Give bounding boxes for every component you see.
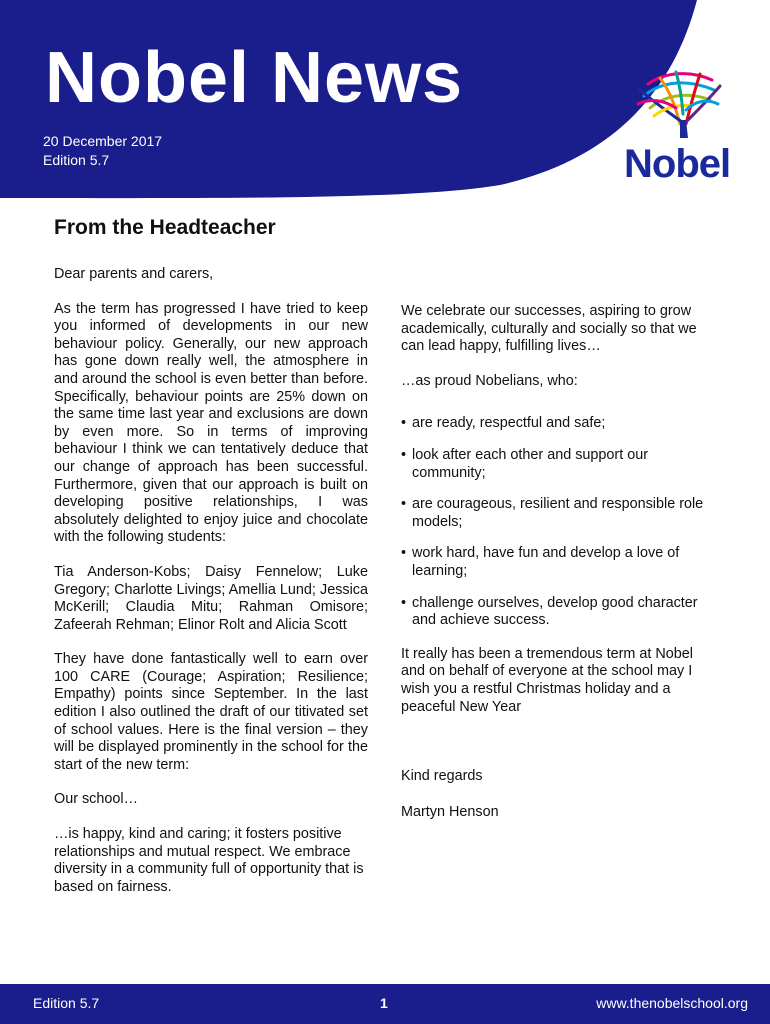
bullet-icon: • — [401, 415, 407, 432]
newsletter-title: Nobel News — [45, 38, 464, 118]
paragraph-behaviour: As the term has progressed I have tried to keep you informed of developments in our new behaviour policy. Generally, our new approach has gone down really well, the atmosphere in and around the school is even better than before. Specifically, behaviour points are 25% down on the same time last year and exclusions are down by even more. So in terms of improving behaviour I think we can tentatively deduce that our change of approach has been successful. Furthermore, given that our approach is built on developing positive relationships, I was absolutely delighted to enjoy juice and chocolate with the following students: — [54, 300, 368, 546]
page-number: 1 — [380, 995, 388, 1011]
bullet-icon: • — [401, 496, 407, 513]
kind-regards: Kind regards — [401, 768, 483, 785]
page-footer — [0, 984, 770, 1024]
paragraph-proud-nobelians: …as proud Nobelians, who: — [401, 372, 578, 389]
bullet-icon: • — [401, 594, 407, 611]
website-link[interactable]: www.thenobelschool.org — [596, 995, 748, 1011]
paragraph-values-intro: …is happy, kind and caring; it fosters positive relationships and mutual respect. We embrace diversity in a community full of opportunity that is based on fairness. — [54, 826, 364, 895]
list-item: • look after each other and support our community; — [401, 446, 648, 481]
newsletter-meta — [43, 132, 162, 170]
student-list: Tia Anderson-Kobs; Daisy Fennelow; Luke Gregory; Charlotte Livings; Amellia Lund; Jessica McKerill; Claudia Mitu; Rahman Omisore; Zafeerah Rehman; Elinor Rolt and Alicia Scott — [54, 563, 368, 633]
list-item: • challenge ourselves, develop good character and achieve success. — [401, 594, 698, 629]
paragraph-celebrate: We celebrate our successes, aspiring to grow academically, culturally and socially so that we can lead happy, fulfilling lives… — [401, 303, 697, 355]
list-item: • are courageous, resilient and responsible role models; — [401, 496, 704, 530]
bullet-icon: • — [401, 446, 407, 463]
issue-edition: Edition 5.7 — [43, 152, 110, 168]
bullet-icon: • — [401, 545, 407, 562]
right-column — [401, 303, 717, 821]
left-column — [54, 266, 368, 896]
footer-edition: Edition 5.7 — [33, 995, 100, 1011]
greeting: Dear parents and carers, — [54, 266, 214, 282]
signature: Martyn Henson — [401, 803, 499, 820]
paragraph-closing: It really has been a tremendous term at Nobel and on behalf of everyone at the school may I wish you a restful Christmas holiday and a peaceful New Year — [401, 645, 693, 715]
our-school-heading: Our school… — [54, 791, 138, 808]
list-item: • work hard, have fun and develop a love of learning; — [401, 545, 680, 579]
nobel-logo-wordmark: Nobel — [624, 142, 731, 186]
list-item: • are ready, respectful and safe; — [401, 415, 606, 432]
paragraph-care-points: They have done fantastically well to earn over 100 CARE (Courage; Aspiration; Resilience; Empathy) points since September. In the last edition I also outlined the draft of our titivated set of school values. Here is the final version – they will be displayed prominently in the school for the start of the new term: — [54, 651, 368, 773]
issue-date: 20 December 2017 — [43, 133, 163, 149]
values-list — [401, 415, 717, 629]
section-title: From the Headteacher — [54, 216, 276, 239]
